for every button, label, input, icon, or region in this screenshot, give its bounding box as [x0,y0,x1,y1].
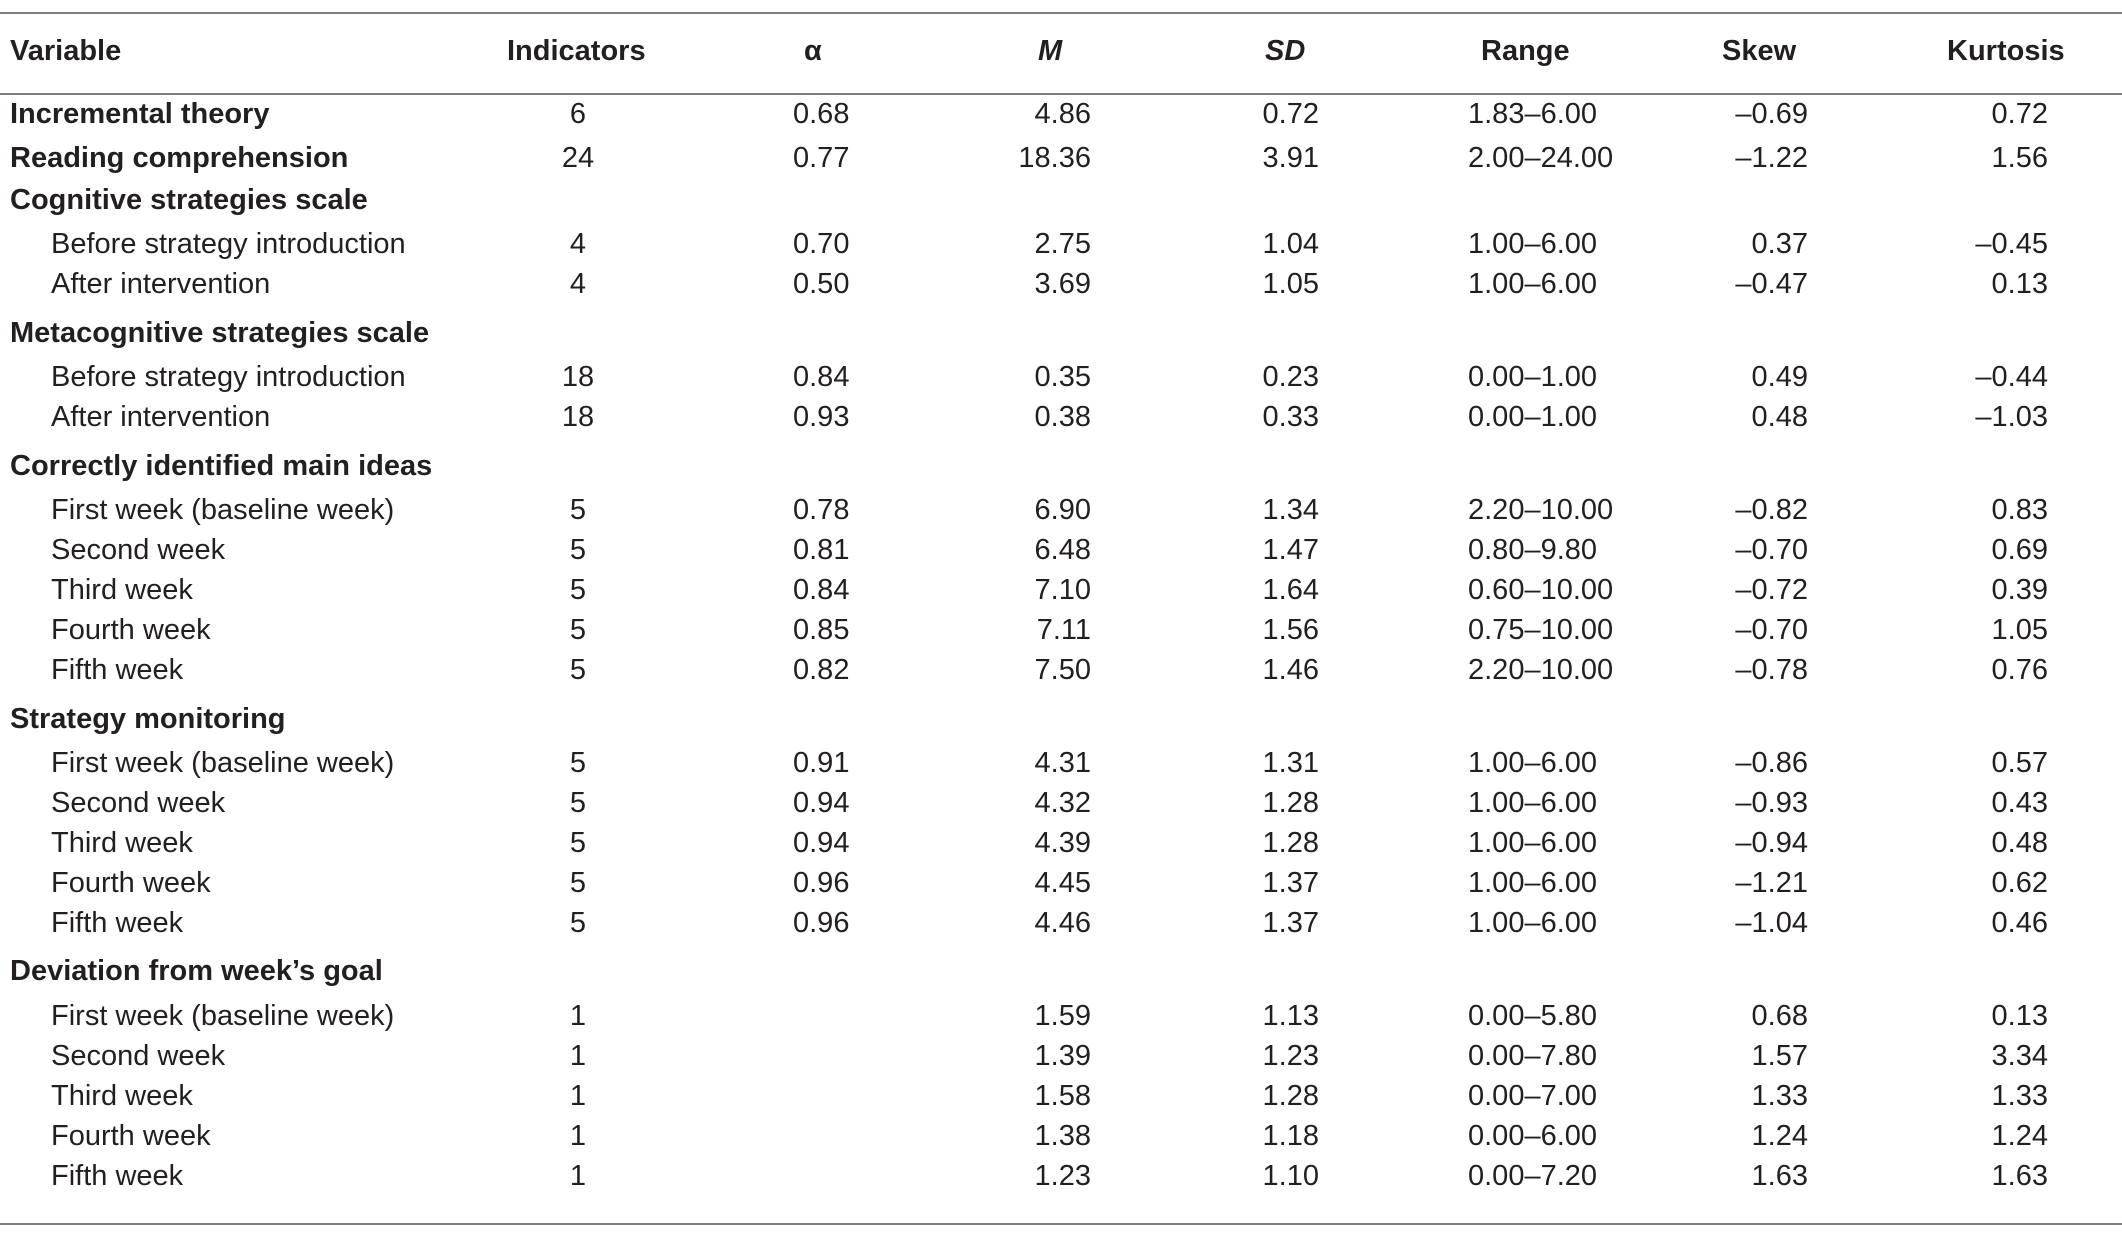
sd-cell: 0.33 [1262,401,1319,433]
alpha-cell: 0.82 [793,654,850,686]
range-cell: 1.00–6.00 [1468,827,1598,859]
mean-cell: 3.69 [1034,268,1091,300]
kurtosis-cell: 1.56 [1991,142,2048,174]
table-row [0,651,2122,689]
table-bottom-rule [0,1223,2122,1225]
mean-cell: 1.39 [1034,1040,1091,1072]
skew-cell: –0.72 [1735,574,1808,606]
table-row [0,824,2122,862]
skew-cell: –0.78 [1735,654,1808,686]
mean-cell: 7.10 [1034,574,1091,606]
alpha-cell: 0.84 [793,574,850,606]
kurtosis-cell: 0.83 [1991,494,2048,526]
alpha-cell: 0.94 [793,827,850,859]
mean-cell: 0.38 [1034,401,1091,433]
skew-cell: –0.86 [1735,747,1808,779]
range-cell: 1.83–6.00 [1468,98,1598,130]
skew-cell: –1.21 [1735,867,1808,899]
mean-cell: 4.32 [1034,787,1091,819]
section-row [0,447,2122,485]
skew-cell: –1.04 [1735,907,1808,939]
sd-cell: 1.05 [1262,268,1319,300]
mean-cell: 18.36 [1018,142,1091,174]
mean-cell: 6.48 [1034,534,1091,566]
sd-cell: 1.46 [1262,654,1319,686]
section-label: Deviation from week’s goal [10,955,383,987]
alpha-cell: 0.84 [793,361,850,393]
kurtosis-cell: 3.34 [1991,1040,2048,1072]
indicators-value: 5 [569,867,587,899]
variable-label: After intervention [51,401,271,433]
header-alpha: α [804,35,822,67]
section-row [0,700,2122,738]
sd-cell: 0.23 [1262,361,1319,393]
range-cell: 2.20–10.00 [1468,654,1614,686]
header-skew: Skew [1722,35,1797,67]
skew-cell: –0.69 [1735,98,1808,130]
table-row [0,139,2122,177]
sd-cell: 1.23 [1262,1040,1319,1072]
sd-cell: 0.72 [1262,98,1319,130]
alpha-cell: 0.96 [793,907,850,939]
section-row [0,314,2122,352]
sd-cell: 1.28 [1262,787,1319,819]
skew-cell: 0.37 [1751,228,1808,260]
table-row [0,784,2122,822]
sd-cell: 1.64 [1262,574,1319,606]
alpha-cell: 0.94 [793,787,850,819]
table-header-row [0,0,2122,106]
variable-label: After intervention [51,268,271,300]
table-row [0,611,2122,649]
mean-cell: 4.39 [1034,827,1091,859]
indicators-value: 1 [569,1000,587,1032]
variable-label: Fifth week [51,907,184,939]
sd-cell: 1.47 [1262,534,1319,566]
indicators-value: 5 [569,787,587,819]
sd-cell: 1.56 [1262,614,1319,646]
sd-cell: 1.31 [1262,747,1319,779]
skew-cell: 1.63 [1751,1160,1808,1192]
mean-cell: 4.86 [1034,98,1091,130]
header-kurtosis: Kurtosis [1947,35,2065,67]
alpha-cell: 0.70 [793,228,850,260]
header-range: Range [1481,35,1570,67]
sd-cell: 1.34 [1262,494,1319,526]
alpha-cell: 0.68 [793,98,850,130]
variable-label: Second week [51,534,226,566]
indicators-value: 4 [569,228,587,260]
skew-cell: 0.48 [1751,401,1808,433]
skew-cell: 1.33 [1751,1080,1808,1112]
range-cell: 0.00–6.00 [1468,1120,1598,1152]
alpha-cell: 0.78 [793,494,850,526]
indicators-value: 6 [569,98,587,130]
indicators-value: 5 [569,827,587,859]
sd-cell: 1.04 [1262,228,1319,260]
kurtosis-cell: 0.46 [1991,907,2048,939]
indicators-value: 1 [569,1120,587,1152]
indicators-value: 5 [569,907,587,939]
skew-cell: 0.49 [1751,361,1808,393]
table-row [0,744,2122,782]
skew-cell: 1.57 [1751,1040,1808,1072]
mean-cell: 1.58 [1034,1080,1091,1112]
table-row [0,398,2122,436]
alpha-cell: 0.85 [793,614,850,646]
mean-cell: 1.38 [1034,1120,1091,1152]
alpha-cell: 0.81 [793,534,850,566]
table-row [0,1117,2122,1155]
indicators-value: 5 [569,534,587,566]
range-cell: 2.00–24.00 [1468,142,1614,174]
indicators-value: 18 [561,361,595,393]
skew-cell: –0.94 [1735,827,1808,859]
kurtosis-cell: 0.76 [1991,654,2048,686]
table-row [0,864,2122,902]
range-cell: 1.00–6.00 [1468,747,1598,779]
range-cell: 1.00–6.00 [1468,268,1598,300]
kurtosis-cell: 1.05 [1991,614,2048,646]
variable-label: Fifth week [51,654,184,686]
table-row [0,225,2122,263]
section-label: Strategy monitoring [10,703,286,735]
mean-cell: 4.31 [1034,747,1091,779]
table-row [0,491,2122,529]
variable-label: First week (baseline week) [51,1000,395,1032]
sd-cell: 3.91 [1262,142,1319,174]
kurtosis-cell: 0.62 [1991,867,2048,899]
variable-label: Fifth week [51,1160,184,1192]
kurtosis-cell: –0.44 [1975,361,2048,393]
variable-label: Fourth week [51,614,211,646]
range-cell: 1.00–6.00 [1468,787,1598,819]
kurtosis-cell: 1.33 [1991,1080,2048,1112]
range-cell: 0.75–10.00 [1468,614,1614,646]
table-row [0,904,2122,942]
sd-cell: 1.37 [1262,907,1319,939]
mean-cell: 7.11 [1036,614,1091,646]
table-row [0,1037,2122,1075]
kurtosis-cell: –0.45 [1975,228,2048,260]
range-cell: 1.00–6.00 [1468,867,1598,899]
range-cell: 0.00–5.80 [1468,1000,1598,1032]
skew-cell: –1.22 [1735,142,1808,174]
section-row [0,952,2122,990]
kurtosis-cell: 0.57 [1991,747,2048,779]
variable-label: Incremental theory [10,98,270,130]
variable-label: Fourth week [51,867,211,899]
range-cell: 0.00–1.00 [1468,401,1598,433]
table-row [0,1077,2122,1115]
variable-label: Reading comprehension [10,142,349,174]
sd-cell: 1.13 [1262,1000,1319,1032]
table-row [0,997,2122,1035]
kurtosis-cell: 0.13 [1991,1000,2048,1032]
table-row [0,1157,2122,1195]
range-cell: 0.00–7.80 [1468,1040,1598,1072]
skew-cell: 1.24 [1751,1120,1808,1152]
alpha-cell: 0.93 [793,401,850,433]
kurtosis-cell: –1.03 [1975,401,2048,433]
indicators-value: 5 [569,747,587,779]
sd-cell: 1.10 [1262,1160,1319,1192]
range-cell: 0.00–7.20 [1468,1160,1598,1192]
alpha-cell: 0.50 [793,268,850,300]
variable-label: Third week [51,827,193,859]
alpha-cell: 0.91 [793,747,850,779]
indicators-value: 5 [569,614,587,646]
variable-label: First week (baseline week) [51,494,395,526]
variable-label: Third week [51,1080,193,1112]
section-label: Metacognitive strategies scale [10,317,430,349]
kurtosis-cell: 0.13 [1991,268,2048,300]
range-cell: 0.00–7.00 [1468,1080,1598,1112]
header-indicators: Indicators [507,35,646,67]
sd-cell: 1.37 [1262,867,1319,899]
mean-cell: 1.59 [1034,1000,1091,1032]
section-row [0,181,2122,219]
skew-cell: 0.68 [1751,1000,1808,1032]
section-label: Cognitive strategies scale [10,184,368,216]
mean-cell: 1.23 [1034,1160,1091,1192]
alpha-cell: 0.96 [793,867,850,899]
range-cell: 2.20–10.00 [1468,494,1614,526]
variable-label: Before strategy introduction [51,361,406,393]
range-cell: 1.00–6.00 [1468,907,1598,939]
kurtosis-cell: 0.48 [1991,827,2048,859]
sd-cell: 1.28 [1262,827,1319,859]
mean-cell: 0.35 [1034,361,1091,393]
indicators-value: 18 [561,401,595,433]
kurtosis-cell: 1.24 [1991,1120,2048,1152]
section-label: Correctly identified main ideas [10,450,433,482]
header-variable: Variable [10,35,122,67]
kurtosis-cell: 0.69 [1991,534,2048,566]
range-cell: 0.80–9.80 [1468,534,1598,566]
skew-cell: –0.93 [1735,787,1808,819]
skew-cell: –0.82 [1735,494,1808,526]
range-cell: 0.00–1.00 [1468,361,1598,393]
sd-cell: 1.18 [1262,1120,1319,1152]
indicators-value: 1 [569,1160,587,1192]
table-row [0,95,2122,133]
mean-cell: 4.46 [1034,907,1091,939]
indicators-value: 5 [569,574,587,606]
variable-label: Second week [51,787,226,819]
indicators-value: 1 [569,1040,587,1072]
indicators-value: 24 [561,142,595,174]
table-row [0,571,2122,609]
mean-cell: 7.50 [1034,654,1091,686]
variable-label: Second week [51,1040,226,1072]
variable-label: Third week [51,574,193,606]
alpha-cell: 0.77 [793,142,850,174]
kurtosis-cell: 1.63 [1991,1160,2048,1192]
skew-cell: –0.47 [1735,268,1808,300]
kurtosis-cell: 0.72 [1991,98,2048,130]
variable-label: Fourth week [51,1120,211,1152]
header-sd: SD [1265,35,1306,67]
indicators-value: 5 [569,494,587,526]
variable-label: Before strategy introduction [51,228,406,260]
indicators-value: 1 [569,1080,587,1112]
skew-cell: –0.70 [1735,534,1808,566]
variable-label: First week (baseline week) [51,747,395,779]
indicators-value: 4 [569,268,587,300]
kurtosis-cell: 0.43 [1991,787,2048,819]
indicators-value: 5 [569,654,587,686]
table-row [0,265,2122,303]
mean-cell: 4.45 [1034,867,1091,899]
mean-cell: 2.75 [1034,228,1091,260]
skew-cell: –0.70 [1735,614,1808,646]
table-row [0,531,2122,569]
kurtosis-cell: 0.39 [1991,574,2048,606]
range-cell: 0.60–10.00 [1468,574,1614,606]
mean-cell: 6.90 [1034,494,1091,526]
sd-cell: 1.28 [1262,1080,1319,1112]
table-row [0,358,2122,396]
range-cell: 1.00–6.00 [1468,228,1598,260]
header-mean: M [1038,35,1063,67]
